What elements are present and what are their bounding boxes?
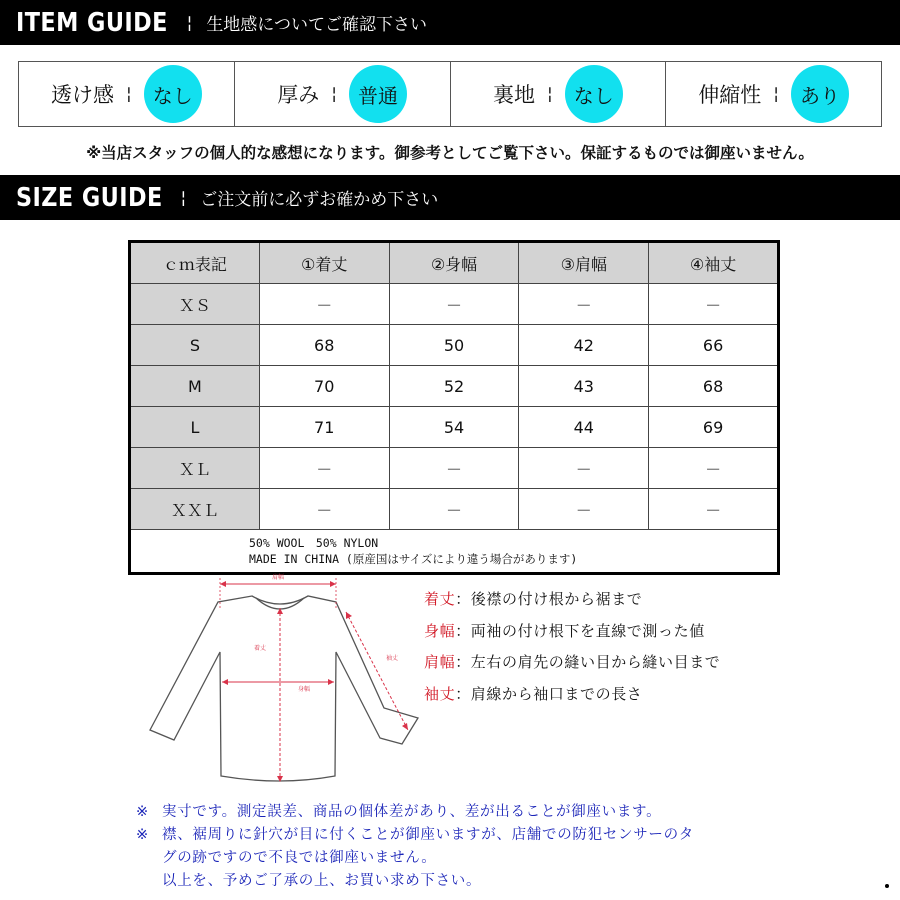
shirt-outline [150, 596, 418, 781]
note-mark: ※ [136, 827, 149, 843]
length-label: 着丈 [253, 645, 267, 652]
list-item [424, 620, 720, 652]
item-guide-title: ITEM GUIDE [16, 7, 168, 38]
material-row [130, 530, 779, 574]
list-item [136, 869, 694, 892]
list-item [424, 588, 720, 620]
feel-cell-stretch [666, 62, 881, 126]
disclaimer-notes [136, 800, 694, 892]
size-value: 42 [519, 325, 649, 366]
size-value: 71 [259, 407, 389, 448]
size-label: S [130, 325, 260, 366]
size-value: － [259, 489, 389, 530]
feel-separator: ¦ [331, 84, 337, 104]
size-value: 50 [389, 325, 519, 366]
shoulder-label: 肩幅 [271, 574, 285, 581]
note-text: 襟、裾周りに針穴が目に付くことが御座いますが、店舗での防犯センサーのタ [162, 827, 694, 843]
size-label: ＸＸＬ [130, 489, 260, 530]
table-row [130, 448, 779, 489]
size-value: － [649, 284, 779, 325]
size-table [128, 240, 780, 575]
item-guide-header [0, 0, 900, 45]
measure-term: 袖丈 [424, 684, 456, 703]
feel-label: 厚み [277, 83, 320, 107]
list-item [424, 651, 720, 683]
size-value: 69 [649, 407, 779, 448]
item-guide-separator: ¦ [186, 12, 193, 33]
size-label: L [130, 407, 260, 448]
feel-cell-thickness [235, 62, 451, 126]
measurement-definitions [424, 588, 720, 714]
feel-separator: ¦ [773, 84, 779, 104]
size-value: － [389, 448, 519, 489]
size-value: － [389, 489, 519, 530]
size-table-header: ｃｍ表記 [130, 242, 260, 284]
size-value: 70 [259, 366, 389, 407]
size-label: M [130, 366, 260, 407]
table-row [130, 325, 779, 366]
size-value: － [259, 284, 389, 325]
size-label: ＸＬ [130, 448, 260, 489]
note-mark: ※ [136, 804, 149, 820]
size-table-header: ④袖丈 [649, 242, 779, 284]
list-item [136, 846, 694, 869]
size-guide-header [0, 175, 900, 220]
sleeve-label: 袖丈 [385, 655, 399, 662]
staff-opinion-note: ※当店スタッフの個人的な感想になります。御参考としてご覧下さい。保証するものでは御座いません。 [86, 144, 814, 162]
size-value: 66 [649, 325, 779, 366]
note-text: グの跡ですので不良では御座いません。 [162, 850, 437, 866]
size-value: － [649, 448, 779, 489]
corner-dot [885, 884, 889, 888]
feel-cell-lining [451, 62, 667, 126]
material-info [130, 530, 779, 574]
feel-cell-sheer [19, 62, 235, 126]
measure-desc: ：左右の肩先の縫い目から縫い目まで [455, 653, 721, 671]
note-text: 実寸です。測定誤差、商品の個体差があり、差が出ることが御座います。 [162, 804, 662, 820]
size-guide-separator: ¦ [180, 187, 187, 208]
table-row [130, 407, 779, 448]
feel-separator: ¦ [126, 84, 132, 104]
size-value: － [649, 489, 779, 530]
size-value: － [519, 448, 649, 489]
size-value: 54 [389, 407, 519, 448]
garment-measurement-diagram [140, 568, 420, 793]
note-text: 以上を、予めご了承の上、お買い求め下さい。 [162, 873, 482, 889]
measure-term: 身幅 [424, 621, 456, 640]
feel-separator: ¦ [547, 84, 553, 104]
size-guide-title: SIZE GUIDE [16, 182, 163, 213]
list-item [136, 823, 694, 846]
country-of-origin: MADE IN CHINA (原産国はサイズにより違う場合があります) [249, 552, 578, 566]
feel-value-badge: あり [791, 65, 849, 123]
feel-label: 裏地 [493, 83, 535, 107]
list-item [424, 683, 720, 715]
size-value: － [389, 284, 519, 325]
shoulder-arrow-left [220, 581, 226, 587]
measure-term: 肩幅 [424, 653, 456, 671]
size-label: ＸＳ [130, 284, 260, 325]
feel-label: 透け感 [51, 83, 114, 107]
feel-value-badge: 普通 [349, 65, 407, 123]
measure-term: 着丈 [424, 590, 456, 608]
size-table-header-row [130, 242, 779, 284]
feel-label: 伸縮性 [698, 83, 762, 107]
width-label: 身幅 [297, 686, 311, 693]
feel-value-badge: なし [565, 65, 623, 123]
table-row [130, 284, 779, 325]
size-table-header: ①着丈 [259, 242, 389, 284]
item-guide-subtitle: 生地感についてご確認下さい [206, 15, 427, 35]
size-value: 43 [519, 366, 649, 407]
table-row [130, 489, 779, 530]
list-item [136, 800, 694, 823]
width-arrow-left [222, 679, 228, 685]
measure-desc: ：肩線から袖口までの長さ [455, 684, 643, 703]
size-value: － [519, 284, 649, 325]
shoulder-arrow-right [330, 581, 336, 587]
size-value: － [519, 489, 649, 530]
size-table-header: ③肩幅 [519, 242, 649, 284]
measure-desc: ：後襟の付け根から裾まで [455, 590, 643, 608]
size-value: 52 [389, 366, 519, 407]
size-value: 68 [649, 366, 779, 407]
size-table-header: ②身幅 [389, 242, 519, 284]
size-value: 44 [519, 407, 649, 448]
fabric-feel-table [18, 61, 882, 127]
feel-value-badge: なし [144, 65, 202, 123]
material-composition: 50% WOOL 50% NYLON [249, 536, 379, 550]
size-value: 68 [259, 325, 389, 366]
measure-desc: ：両袖の付け根下を直線で測った値 [455, 621, 705, 640]
size-guide-subtitle: ご注文前に必ずお確かめ下さい [200, 190, 439, 210]
width-arrow-right [328, 679, 334, 685]
table-row [130, 366, 779, 407]
size-value: － [259, 448, 389, 489]
